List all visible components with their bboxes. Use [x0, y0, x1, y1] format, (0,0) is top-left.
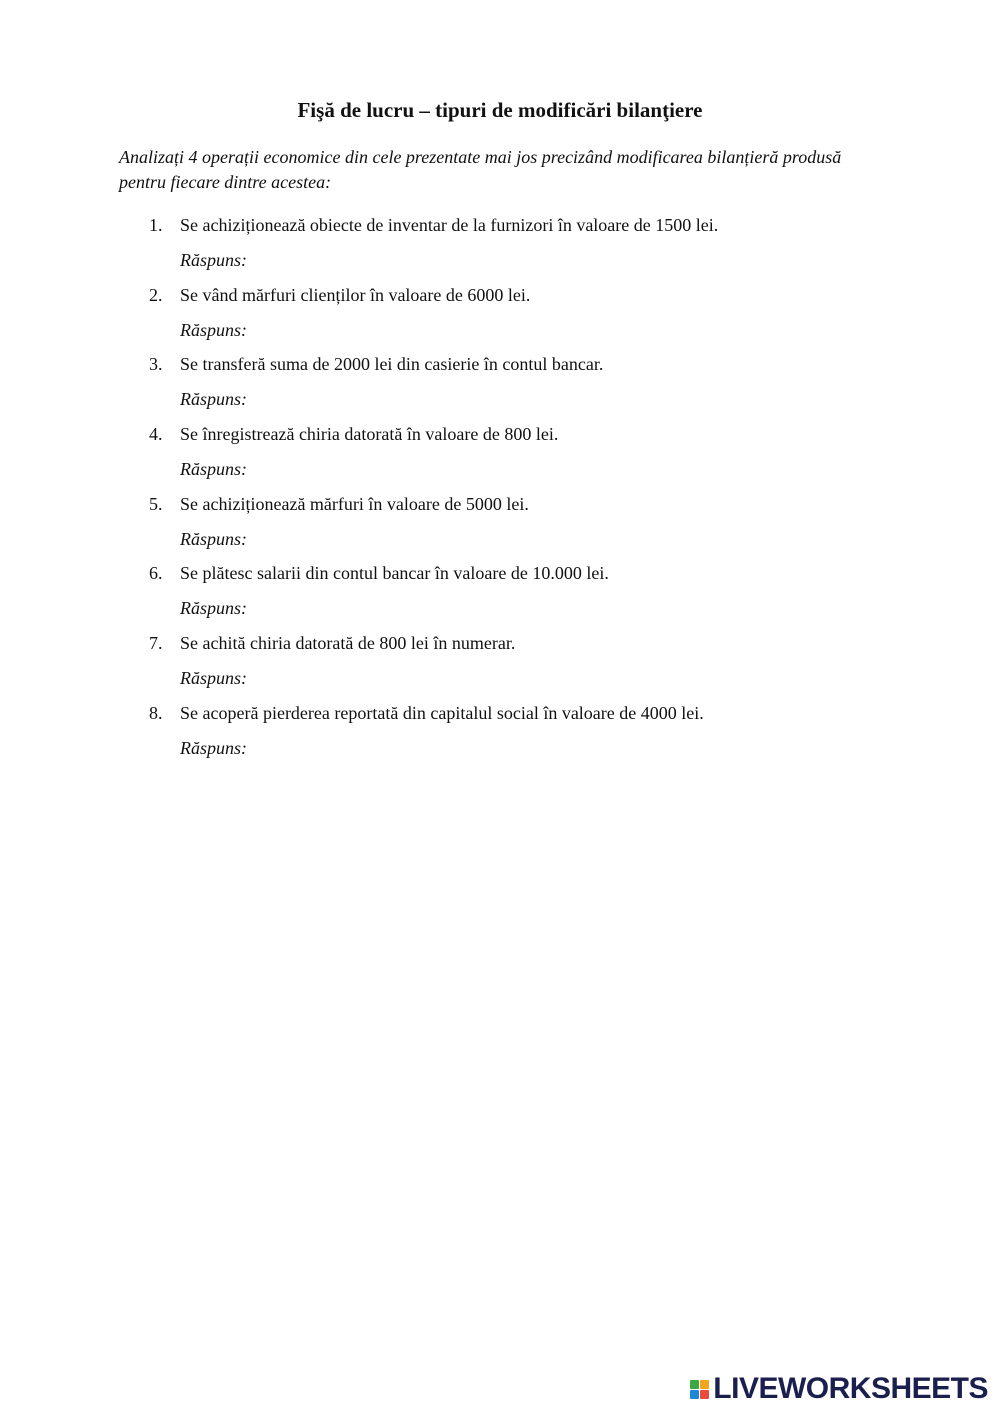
question-item: [0, 282, 1000, 352]
question-text: Se înregistrează chiria datorată în valoare de 800 lei.: [180, 424, 559, 445]
logo-square-green: [690, 1380, 699, 1389]
logo-square-blue: [690, 1390, 699, 1399]
answer-label: Răspuns:: [180, 737, 247, 758]
answer-label: Răspuns:: [180, 389, 247, 410]
instructions-text: Analizați 4 operații economice din cele prezentate mai jos precizând modificarea bilanțieră produsă pentru fiecare dintre acestea:: [119, 147, 842, 192]
page-title: Fişă de lucru – tipuri de modificări bilanţiere: [297, 98, 703, 122]
answer-label: Răspuns:: [180, 668, 247, 689]
question-item: [0, 491, 1000, 561]
logo-square-orange: [700, 1380, 709, 1389]
question-item: [0, 560, 1000, 630]
question-text: Se plătesc salarii din contul bancar în valoare de 10.000 lei.: [180, 563, 609, 584]
answer-label: Răspuns:: [180, 598, 247, 619]
question-number: 5.: [149, 493, 163, 514]
logo-square-red: [700, 1390, 709, 1399]
question-number: 3.: [149, 354, 163, 375]
question-item: [0, 700, 1000, 770]
question-text: Se acoperă pierderea reportată din capitalul social în valoare de 4000 lei.: [180, 702, 704, 723]
question-item: [0, 212, 1000, 282]
question-number: 1.: [149, 215, 163, 235]
question-list: [0, 212, 1000, 770]
answer-label: Răspuns:: [180, 250, 247, 270]
question-item: [0, 630, 1000, 700]
question-text: Se vând mărfuri clienților în valoare de 6000 lei.: [180, 284, 531, 305]
question-text: Se achită chiria datorată de 800 lei în numerar.: [180, 633, 516, 654]
question-number: 7.: [149, 633, 163, 654]
question-item: [0, 421, 1000, 491]
question-number: 6.: [149, 563, 163, 584]
logo-text: LIVEWORKSHEETS: [713, 1372, 988, 1405]
question-item: [0, 351, 1000, 421]
question-number: 2.: [149, 284, 163, 305]
logo-icon: [690, 1380, 709, 1399]
answer-label: Răspuns:: [180, 528, 247, 549]
liveworksheets-logo: [690, 1374, 988, 1404]
question-text: Se achiziționează obiecte de inventar de la furnizori în valoare de 1500 lei.: [180, 215, 719, 235]
question-text: Se transferă suma de 2000 lei din casierie în contul bancar.: [180, 354, 604, 375]
question-number: 4.: [149, 424, 163, 445]
answer-label: Răspuns:: [180, 459, 247, 480]
question-number: 8.: [149, 702, 163, 723]
question-text: Se achiziționează mărfuri în valoare de 5000 lei.: [180, 493, 529, 514]
answer-label: Răspuns:: [180, 319, 247, 340]
